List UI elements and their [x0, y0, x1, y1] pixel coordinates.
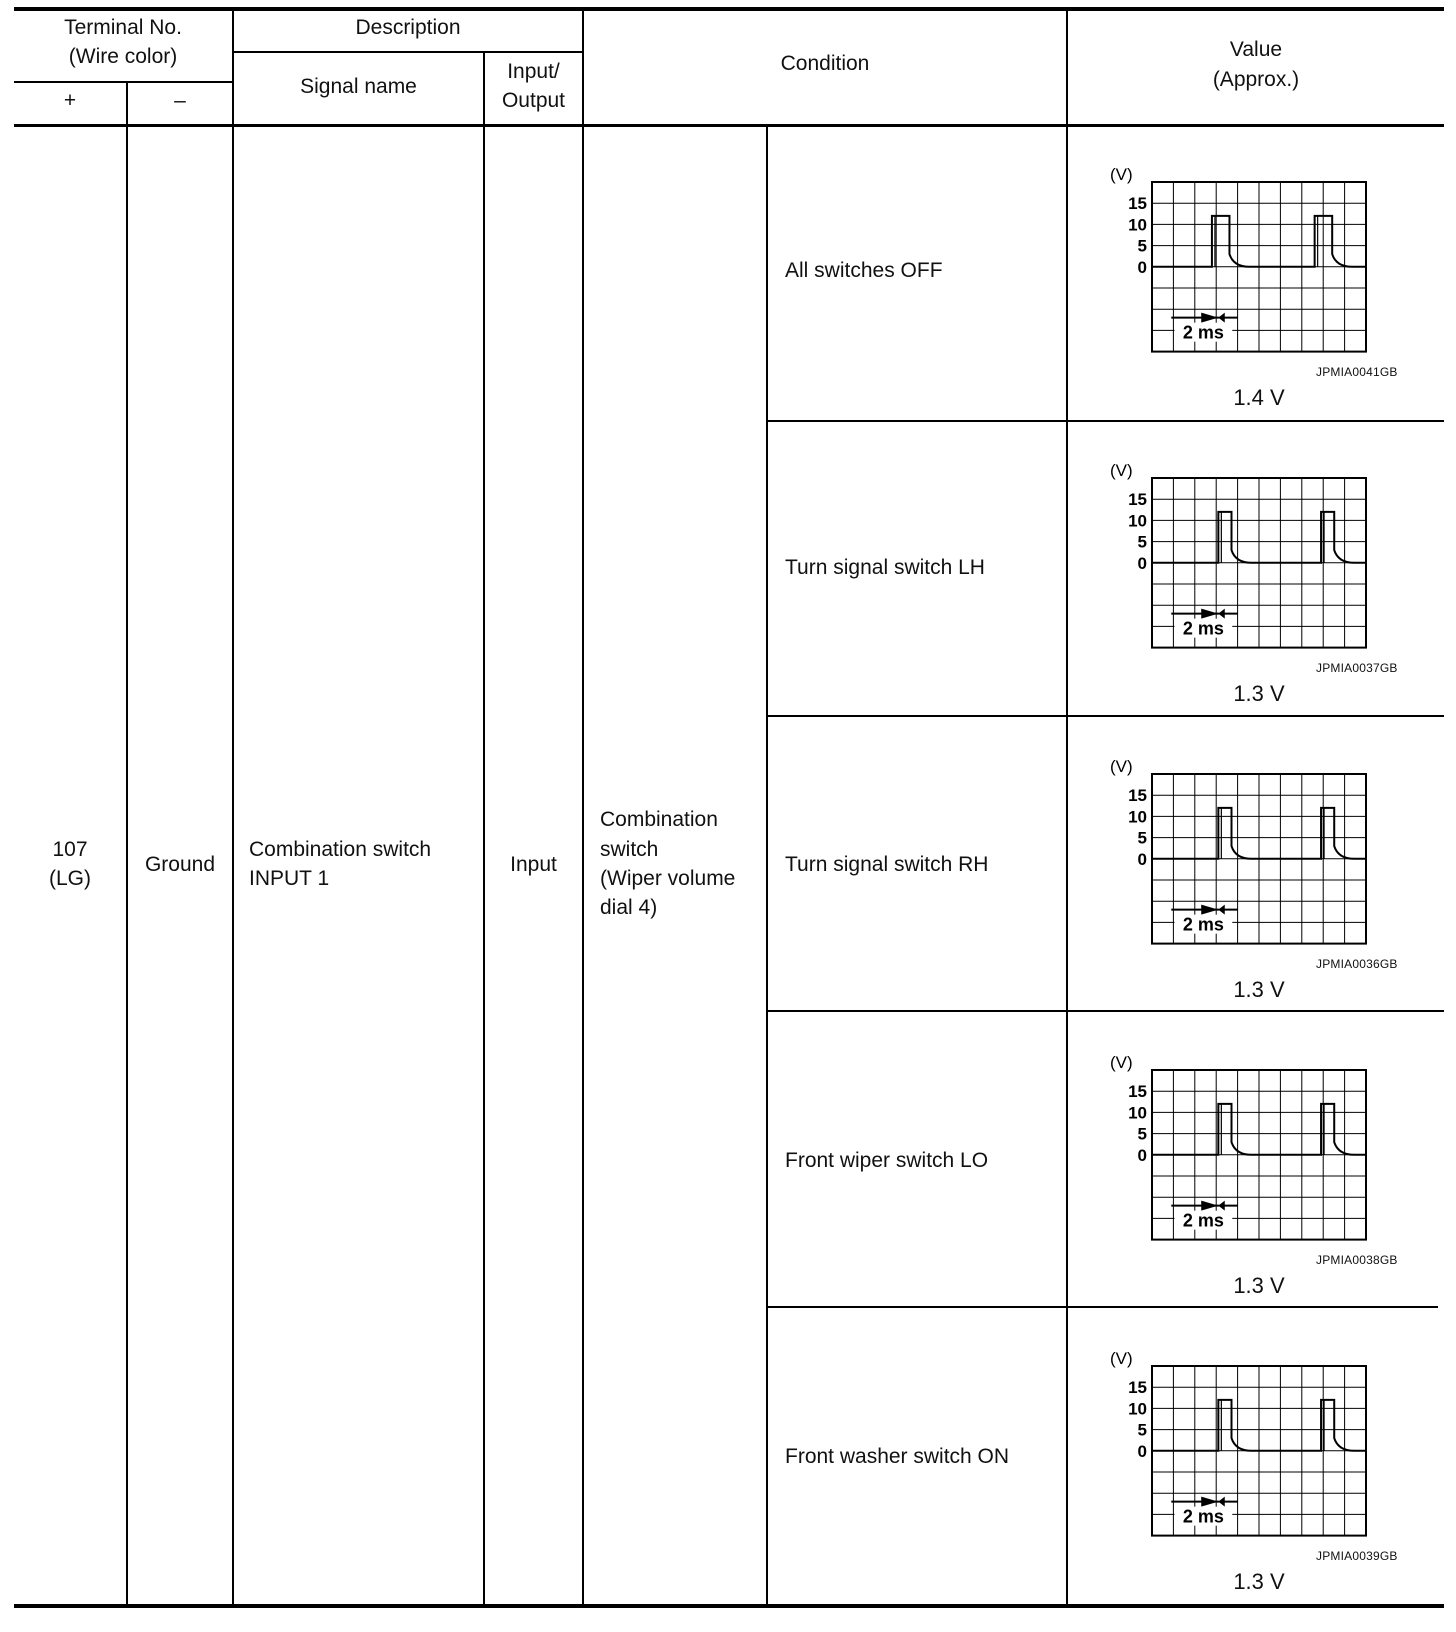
terminal-minus-ground: Ground	[144, 853, 216, 876]
y-tick-label: 10	[1128, 1399, 1147, 1419]
header-value-2: (Approx.)	[1212, 68, 1300, 91]
condition-main-line-1: Combination	[600, 808, 718, 831]
sub-condition-3: Turn signal switch RH	[785, 853, 989, 876]
header-input-output-1: Input/	[507, 60, 560, 83]
header-wire-color: (Wire color)	[68, 45, 178, 68]
col-line-plus-minus	[126, 81, 128, 1604]
sub-condition-2: Turn signal switch LH	[785, 556, 985, 579]
value-reading-4: 1.3 V	[1233, 1273, 1285, 1298]
row-divider-4	[768, 1306, 1438, 1308]
value-reading-2: 1.3 V	[1233, 681, 1285, 706]
header-condition: Condition	[780, 52, 870, 75]
y-tick-label: 5	[1137, 1420, 1147, 1440]
oscilloscope-waveform-1	[1110, 168, 1370, 358]
figure-id-2: JPMIA0037GB	[1316, 661, 1398, 675]
time-scale-label: 2 ms	[1182, 1506, 1224, 1527]
header-plus: +	[63, 89, 77, 112]
row-divider-2	[768, 715, 1444, 717]
header-signal-name: Signal name	[300, 75, 417, 98]
y-tick-label: 10	[1128, 215, 1147, 235]
y-tick-label: 15	[1128, 1082, 1147, 1102]
y-tick-label: 10	[1128, 511, 1147, 531]
time-scale-arrow-left	[1218, 313, 1224, 323]
sub-condition-5: Front washer switch ON	[785, 1445, 1010, 1468]
y-axis-unit: (V)	[1110, 464, 1133, 480]
time-scale-label: 2 ms	[1182, 322, 1224, 343]
y-axis-unit: (V)	[1110, 760, 1133, 776]
header-divider-terminal	[14, 81, 232, 83]
y-tick-label: 15	[1128, 786, 1147, 806]
y-axis-unit: (V)	[1110, 1352, 1133, 1368]
y-tick-label: 5	[1137, 532, 1147, 552]
table-header-bottom-rule	[14, 124, 1444, 127]
input-output-value: Input	[510, 853, 557, 876]
figure-id-4: JPMIA0038GB	[1316, 1253, 1398, 1267]
y-axis-unit: (V)	[1110, 1056, 1133, 1072]
header-minus: –	[174, 89, 186, 112]
table-top-rule	[14, 7, 1444, 11]
time-scale-arrow-left	[1218, 609, 1224, 619]
row-divider-3	[768, 1010, 1444, 1012]
header-terminal-no: Terminal No.	[64, 16, 182, 39]
y-tick-label: 10	[1128, 807, 1147, 827]
y-tick-label: 0	[1137, 849, 1147, 869]
condition-main-line-4: dial 4)	[600, 896, 658, 919]
y-tick-label: 10	[1128, 1103, 1147, 1123]
header-divider-description	[232, 51, 582, 53]
value-reading-5: 1.3 V	[1233, 1569, 1285, 1594]
time-scale-label: 2 ms	[1182, 1210, 1224, 1231]
signal-name-line-1: Combination switch	[249, 838, 432, 861]
figure-id-5: JPMIA0039GB	[1316, 1549, 1398, 1563]
y-tick-label: 15	[1128, 194, 1147, 214]
value-reading-3: 1.3 V	[1233, 977, 1285, 1002]
y-tick-label: 0	[1137, 1145, 1147, 1165]
sub-condition-4: Front wiper switch LO	[785, 1149, 989, 1172]
terminal-wire-color: (LG)	[49, 867, 91, 890]
col-line-io	[582, 11, 584, 1604]
time-scale-arrow-left	[1218, 1497, 1224, 1507]
header-description: Description	[355, 16, 461, 39]
oscilloscope-waveform-3	[1110, 760, 1370, 950]
y-tick-label: 0	[1137, 257, 1147, 277]
oscilloscope-waveform-4	[1110, 1056, 1370, 1246]
time-scale-arrow-left	[1218, 1201, 1224, 1211]
time-scale-arrow-left	[1218, 905, 1224, 915]
row-divider-1	[768, 420, 1444, 422]
y-tick-label: 15	[1128, 1378, 1147, 1398]
col-line-signal	[483, 51, 485, 1604]
time-scale-label: 2 ms	[1182, 618, 1224, 639]
y-tick-label: 0	[1137, 553, 1147, 573]
oscilloscope-waveform-5	[1110, 1352, 1370, 1542]
condition-main-line-2: switch	[600, 838, 659, 861]
y-axis-unit: (V)	[1110, 168, 1133, 184]
oscilloscope-waveform-2	[1110, 464, 1370, 654]
header-input-output-2: Output	[501, 89, 566, 112]
y-tick-label: 5	[1137, 236, 1147, 256]
y-tick-label: 5	[1137, 828, 1147, 848]
figure-id-1: JPMIA0041GB	[1316, 365, 1398, 379]
header-value-1: Value	[1229, 38, 1283, 61]
terminal-number: 107	[52, 838, 88, 861]
time-scale-label: 2 ms	[1182, 914, 1224, 935]
figure-id-3: JPMIA0036GB	[1316, 957, 1398, 971]
table-bottom-rule	[14, 1604, 1444, 1608]
value-reading-1: 1.4 V	[1233, 385, 1285, 410]
sub-condition-1: All switches OFF	[785, 259, 943, 282]
condition-main-line-3: (Wiper volume	[600, 867, 736, 890]
y-tick-label: 0	[1137, 1441, 1147, 1461]
y-tick-label: 15	[1128, 490, 1147, 510]
y-tick-label: 5	[1137, 1124, 1147, 1144]
signal-name-line-2: INPUT 1	[249, 867, 330, 890]
col-line-terminal	[232, 11, 234, 1604]
col-line-condition	[766, 127, 768, 1604]
col-line-value	[1066, 11, 1068, 1604]
